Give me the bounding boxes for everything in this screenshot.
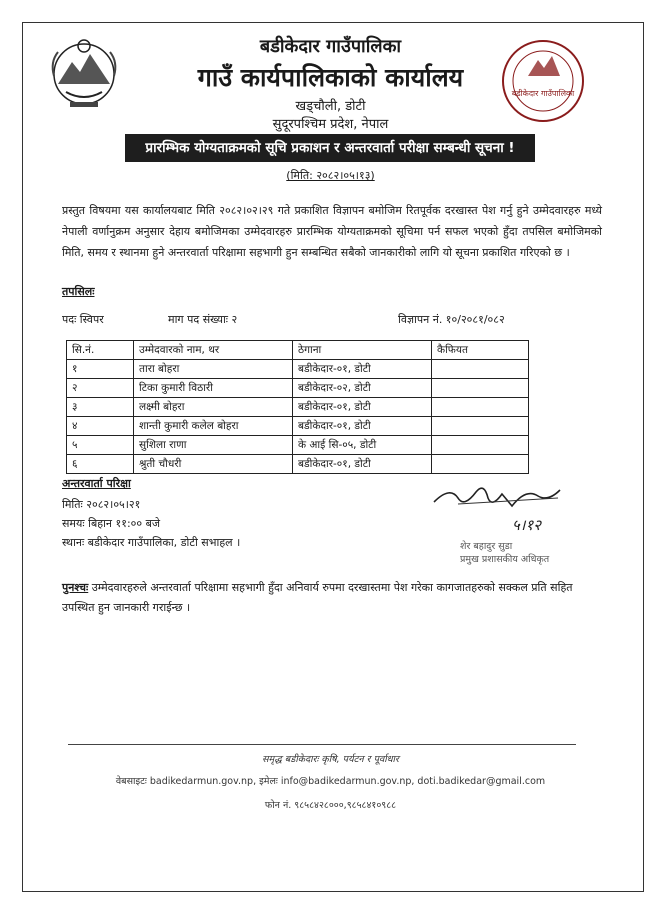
table-row [67,417,529,436]
signature-icon [428,484,568,540]
cell-address: बडीकेदार-०१, डोटी [293,455,432,474]
interview-label: अन्तरवार्ता परिक्षा [62,477,131,490]
cell-address: बडीकेदार-०१, डोटी [293,360,432,379]
cell-remarks [432,417,529,436]
table-header-row [67,341,529,360]
seal-text: बडीकेदार गाउँपालिका [511,89,575,98]
cell-remarks [432,360,529,379]
signature-date-mark: ५।१२ [512,516,542,534]
col-header-address: ठेगाना [293,341,432,360]
advertisement-number: विज्ञापन नं. १०/२०८१/०८२ [398,313,505,326]
municipality-name: बडीकेदार गाउँपालिका [259,36,402,57]
notice-title-banner: प्रारम्भिक योग्यताक्रमको सूचि प्रकाशन र अन्तरवार्ता परीक्षा सम्बन्धी सूचना ! [125,134,535,162]
cell-remarks [432,398,529,417]
candidate-table [66,340,529,474]
cell-name: शान्ती कुमारी कलेल बोहरा [134,417,293,436]
col-header-name: उम्मेदवारको नाम, थर [134,341,293,360]
cell-name: लक्ष्मी बोहरा [134,398,293,417]
notice-body: प्रस्तुत विषयमा यस कार्यालयबाट मिति २०८२।०२।२९ गते प्रकाशित विज्ञापन बमोजिम रितपूर्वक दरखास्त पेश गर्नु हुने उम्मेदवारहरु मध्ये नेपाली वर्णानुक्रम अनुसार देहाय बमोजिमका उम्मेदवारहरु प्रारम्भिक योग्यताक्रमको सूचिमा पर्न सफल भएको हुँदा तपसिल बमोजिमको मिति, समय र स्थानमा हुने अन्तरवार्ता परिक्षामा सहभागी हुन सम्बन्धित सबैको जानकारीको लागि यो सूचना प्रकाशित गरिएको छ । [62,204,602,259]
col-header-remarks: कैफियत [432,341,529,360]
interview-time: समयः बिहान ११:०० बजे [62,517,161,530]
footer-slogan: समृद्ध बडीकेदारः कृषि, पर्यटन र पूर्वाधार [262,754,399,765]
cell-address: बडीकेदार-०२, डोटी [293,379,432,398]
cell-serial: २ [67,379,134,398]
post-label: पदः स्विपर [62,313,104,326]
footer-phone: फोन नं. ९८५८४२८०००,९८५८४१०९८८ [264,800,397,811]
cell-remarks [432,379,529,398]
footer-divider [68,744,576,745]
interview-venue: स्थानः बडीकेदार गाउँपालिका, डोटी सभाहल । [62,536,241,549]
interview-date: मितिः २०८२।०५।२१ [62,498,141,511]
postscript-note [62,578,602,618]
notice-date-text: (मिति: २०८२।०५।१३) [286,169,375,182]
cell-address: बडीकेदार-०१, डोटी [293,417,432,436]
table-row [67,398,529,417]
footer-contact: वेबसाइटः badikedarmun.gov.np, इमेलः info@badikedarmun.gov.np, doti.badikedar@gmail.com [115,776,546,787]
signatory-title: प्रमुख प्रशासकीय अधिकृत [460,554,550,565]
table-row [67,360,529,379]
cell-serial: ५ [67,436,134,455]
cell-name: टिका कुमारी विठारी [134,379,293,398]
cell-name: सुशिला राणा [134,436,293,455]
office-province: सुदूरपश्चिम प्रदेश, नेपाल [272,117,389,132]
col-header-serial: सि.नं. [67,341,134,360]
cell-serial: १ [67,360,134,379]
table-row [67,436,529,455]
signatory-name: शेर बहादुर सुडा [460,541,513,552]
cell-remarks [432,436,529,455]
postscript-label: पुनश्चः [62,581,89,594]
tapasil-label: तपसिलः [62,285,95,298]
signatory-block [460,540,549,566]
office-location: खड्चौली, डोटी [295,99,366,114]
cell-address: के आई सि-०५, डोटी [293,436,432,455]
table-row [67,455,529,474]
office-name: गाउँ कार्यपालिकाको कार्यालय [197,63,464,92]
postscript-text: उम्मेदवारहरुले अन्तरवार्ता परिक्षामा सहभागी हुँदा अनिवार्य रुपमा दरखास्तमा पेश गरेका कागजातहरुको सक्कल प्रति सहित उपस्थित हुन जानकारी गराईन्छ । [62,581,573,614]
cell-serial: ४ [67,417,134,436]
notice-date [0,168,661,183]
cell-address: बडीकेदार-०१, डोटी [293,398,432,417]
demand-count-label: माग पद संख्याः २ [168,313,238,326]
cell-serial: ३ [67,398,134,417]
cell-serial: ६ [67,455,134,474]
cell-name: श्रुती चौधरी [134,455,293,474]
cell-name: तारा बोहरा [134,360,293,379]
cell-remarks [432,455,529,474]
table-row [67,379,529,398]
